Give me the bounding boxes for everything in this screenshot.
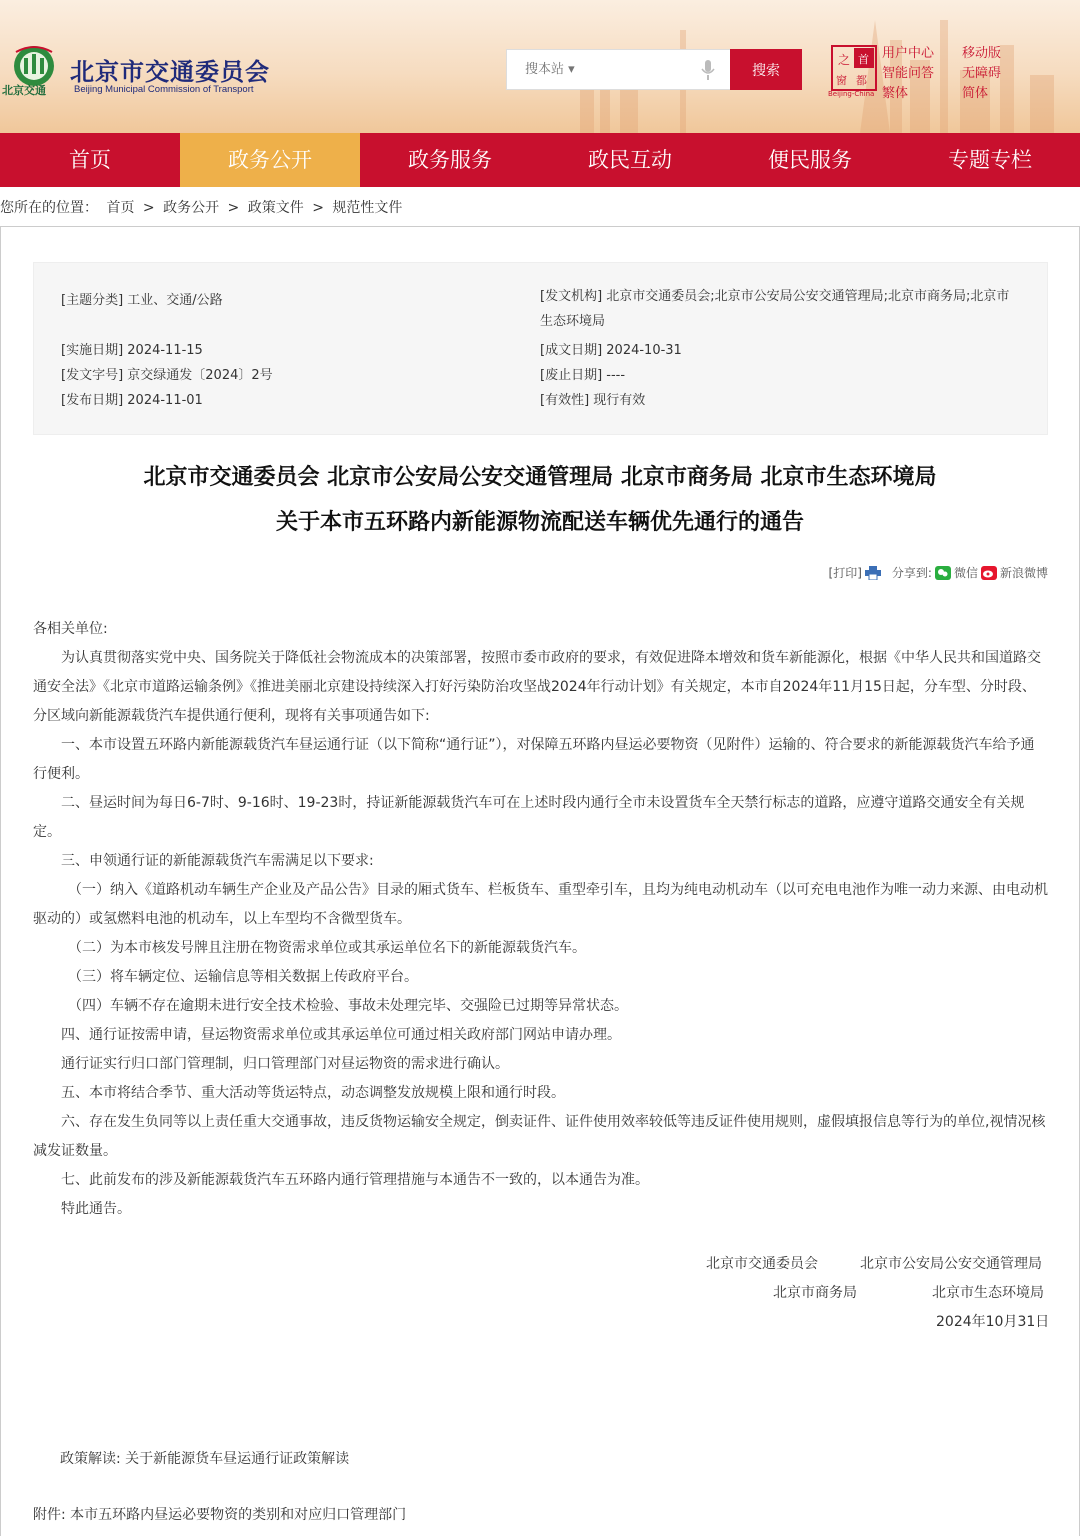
search-input[interactable]	[507, 50, 697, 89]
body-paragraph: 四、通行证按需申请，昼运物资需求单位或其承运单位可通过相关政府部门网站申请办理。	[61, 1027, 621, 1043]
site-title[interactable]: 北京市交通委员会	[70, 58, 270, 86]
body-sub-paragraph: （一）纳入《道路机动车辆生产企业及产品公告》目录的厢式货车、栏板货车、重型牵引车，且均为纯电动机动车（以可充电电池作为唯一动力来源、由电动机驱动的）或氢燃料电池的机动车，以上车型均不含微型货车。	[33, 882, 1048, 927]
body-paragraph: 七、此前发布的涉及新能源载货汽车五环路内通行管理措施与本通告不一致的，以本通告为准。	[61, 1172, 649, 1188]
signature-org-transport: 北京市交通委员会	[706, 1256, 818, 1272]
body-paragraph: 二、昼运时间为每日6-7时、9-16时、19-23时，持证新能源载货汽车可在上述时段内通行全市未设置货车全天禁行标志的道路，应遵守道路交通安全有关规定。	[33, 795, 1025, 840]
interpretation-link[interactable]: 关于新能源货车昼运通行证政策解读	[125, 1451, 350, 1467]
logo-subtitle: 北京交通	[2, 84, 46, 97]
site-header	[0, 0, 1080, 133]
nav-item-special-topics[interactable]: 专题专栏	[948, 148, 1032, 172]
breadcrumb-prefix: 您所在的位置：	[0, 200, 98, 216]
breadcrumb-normative-docs[interactable]: 规范性文件	[332, 200, 403, 216]
wechat-icon[interactable]	[935, 566, 951, 580]
share-label: 分享到:	[891, 566, 932, 580]
interpretation-label: 政策解读:	[60, 1451, 121, 1467]
nav-item-interaction[interactable]: 政民互动	[588, 148, 672, 172]
printer-icon[interactable]	[865, 566, 881, 580]
signature-org-police: 北京市公安局公安交通管理局	[860, 1256, 1042, 1272]
nav-item-public-services[interactable]: 便民服务	[768, 148, 852, 172]
breadcrumb-policy-docs[interactable]: 政策文件	[247, 200, 304, 216]
attachment-label: 附件:	[33, 1507, 66, 1523]
smart-qa-link[interactable]: 智能问答	[882, 66, 935, 81]
body-paragraph: 五、本市将结合季节、重大活动等货运特点，动态调整发放规模上限和通行时段。	[61, 1085, 565, 1101]
breadcrumb-home[interactable]: 首页	[106, 200, 135, 216]
breadcrumb-separator: >	[312, 200, 324, 216]
breadcrumb-separator: >	[227, 200, 240, 216]
microphone-icon[interactable]	[701, 60, 715, 80]
weibo-icon[interactable]	[981, 566, 997, 580]
meta-validity: [有效性] 现行有效	[540, 393, 646, 408]
salutation: 各相关单位:	[33, 621, 108, 637]
body-paragraph: 一、本市设置五环路内新能源载货汽车昼运通行证（以下简称“通行证”），对保障五环路内昼运必要物资（见附件）运输的、符合要求的新能源载货汽车给予通行便利。	[33, 737, 1035, 782]
attachment-link[interactable]: 本市五环路内昼运必要物资的类别和对应归口管理部门	[70, 1507, 407, 1523]
svg-text:都: 都	[856, 74, 867, 87]
meta-created-date: [成文日期] 2024-10-31	[540, 343, 682, 358]
breadcrumb-separator: >	[142, 200, 155, 216]
meta-issuer: [发文机构] 北京市交通委员会;北京市公安局公安交通管理局;北京市商务局;北京市生态环境局	[540, 289, 1010, 329]
mobile-version-link[interactable]: 移动版	[962, 46, 1002, 61]
wechat-link[interactable]: 微信	[953, 566, 978, 580]
body-paragraph: 通行证实行归口部门管理制，归口管理部门对昼运物资的需求进行确认。	[61, 1056, 509, 1072]
nav-item-gov-affairs[interactable]: 政务公开	[180, 133, 360, 187]
nav-item-home[interactable]: 首页	[69, 148, 111, 172]
body-sub-paragraph: （四）车辆不存在逾期未进行安全技术检验、事故未处理完毕、交强险已过期等异常状态。	[68, 998, 628, 1014]
search-box	[506, 49, 730, 90]
main-nav	[0, 133, 1080, 187]
svg-text:之: 之	[838, 53, 851, 67]
breadcrumb	[0, 197, 406, 217]
capital-window-subtitle: Beijing-China	[828, 90, 875, 98]
meta-publish-date: [发布日期] 2024-11-01	[61, 393, 203, 408]
attachment	[33, 1504, 406, 1524]
body-paragraph: 三、申领通行证的新能源载货汽车需满足以下要求:	[61, 853, 374, 869]
signature-org-ecology: 北京市生态环境局	[932, 1285, 1044, 1301]
document-title-line1: 北京市交通委员会 北京市公安局公安交通管理局 北京市商务局 北京市生态环境局	[143, 465, 937, 490]
document-body	[33, 615, 1048, 1224]
body-paragraph: 特此通告。	[61, 1201, 131, 1217]
body-sub-paragraph: （二）为本市核发号牌且注册在物资需求单位或其承运单位名下的新能源载货汽车。	[68, 940, 586, 956]
signature-org-commerce: 北京市商务局	[773, 1285, 857, 1301]
body-sub-paragraph: （三）将车辆定位、运输信息等相关数据上传政府平台。	[68, 969, 418, 985]
svg-text:窗: 窗	[836, 74, 847, 87]
meta-doc-number: [发文字号] 京交绿通发〔2024〕2号	[61, 368, 273, 383]
body-paragraph: 为认真贯彻落实党中央、国务院关于降低社会物流成本的决策部署，按照市委市政府的要求，有效促进降本增效和货车新能源化，根据《中华人民共和国道路交通安全法》《北京市道路运输条例》《推进美丽北京建设持续深入打好污染防治攻坚战2024年行动计划》有关规定，本市自2024年11月15日起，分车型、分时段、分区域向新能源载货汽车提供通行便利，现将有关事项通告如下:	[33, 650, 1041, 724]
traditional-chinese-link[interactable]: 繁体	[882, 86, 909, 101]
meta-repeal-date: [废止日期] ----	[540, 368, 626, 383]
document-title-line2: 关于本市五环路内新能源物流配送车辆优先通行的通告	[275, 510, 804, 535]
weibo-link[interactable]: 新浪微博	[999, 566, 1048, 580]
policy-interpretation	[60, 1448, 349, 1468]
print-link[interactable]: [打印]	[828, 566, 862, 580]
site-title-en: Beijing Municipal Commission of Transport	[74, 84, 254, 95]
search-button[interactable]: 搜索	[730, 49, 802, 90]
body-paragraph: 六、存在发生负同等以上责任重大交通事故，违反货物运输安全规定，倒卖证件、证件使用效率较低等违反证件使用规则，虚假填报信息等行为的单位,视情况核减发证数量。	[33, 1114, 1046, 1159]
accessibility-link[interactable]: 无障碍	[962, 66, 1002, 81]
signature-date: 2024年10月31日	[936, 1314, 1050, 1330]
meta-effective-date: [实施日期] 2024-11-15	[61, 343, 203, 358]
user-center-link[interactable]: 用户中心	[882, 46, 935, 61]
svg-text:首: 首	[858, 53, 869, 66]
simplified-chinese-link[interactable]: 简体	[962, 86, 989, 101]
nav-item-gov-services[interactable]: 政务服务	[408, 148, 492, 172]
meta-topic: [主题分类] 工业、交通/公路	[61, 293, 223, 308]
breadcrumb-gov-affairs[interactable]: 政务公开	[163, 200, 220, 216]
share-tools	[829, 564, 1048, 581]
